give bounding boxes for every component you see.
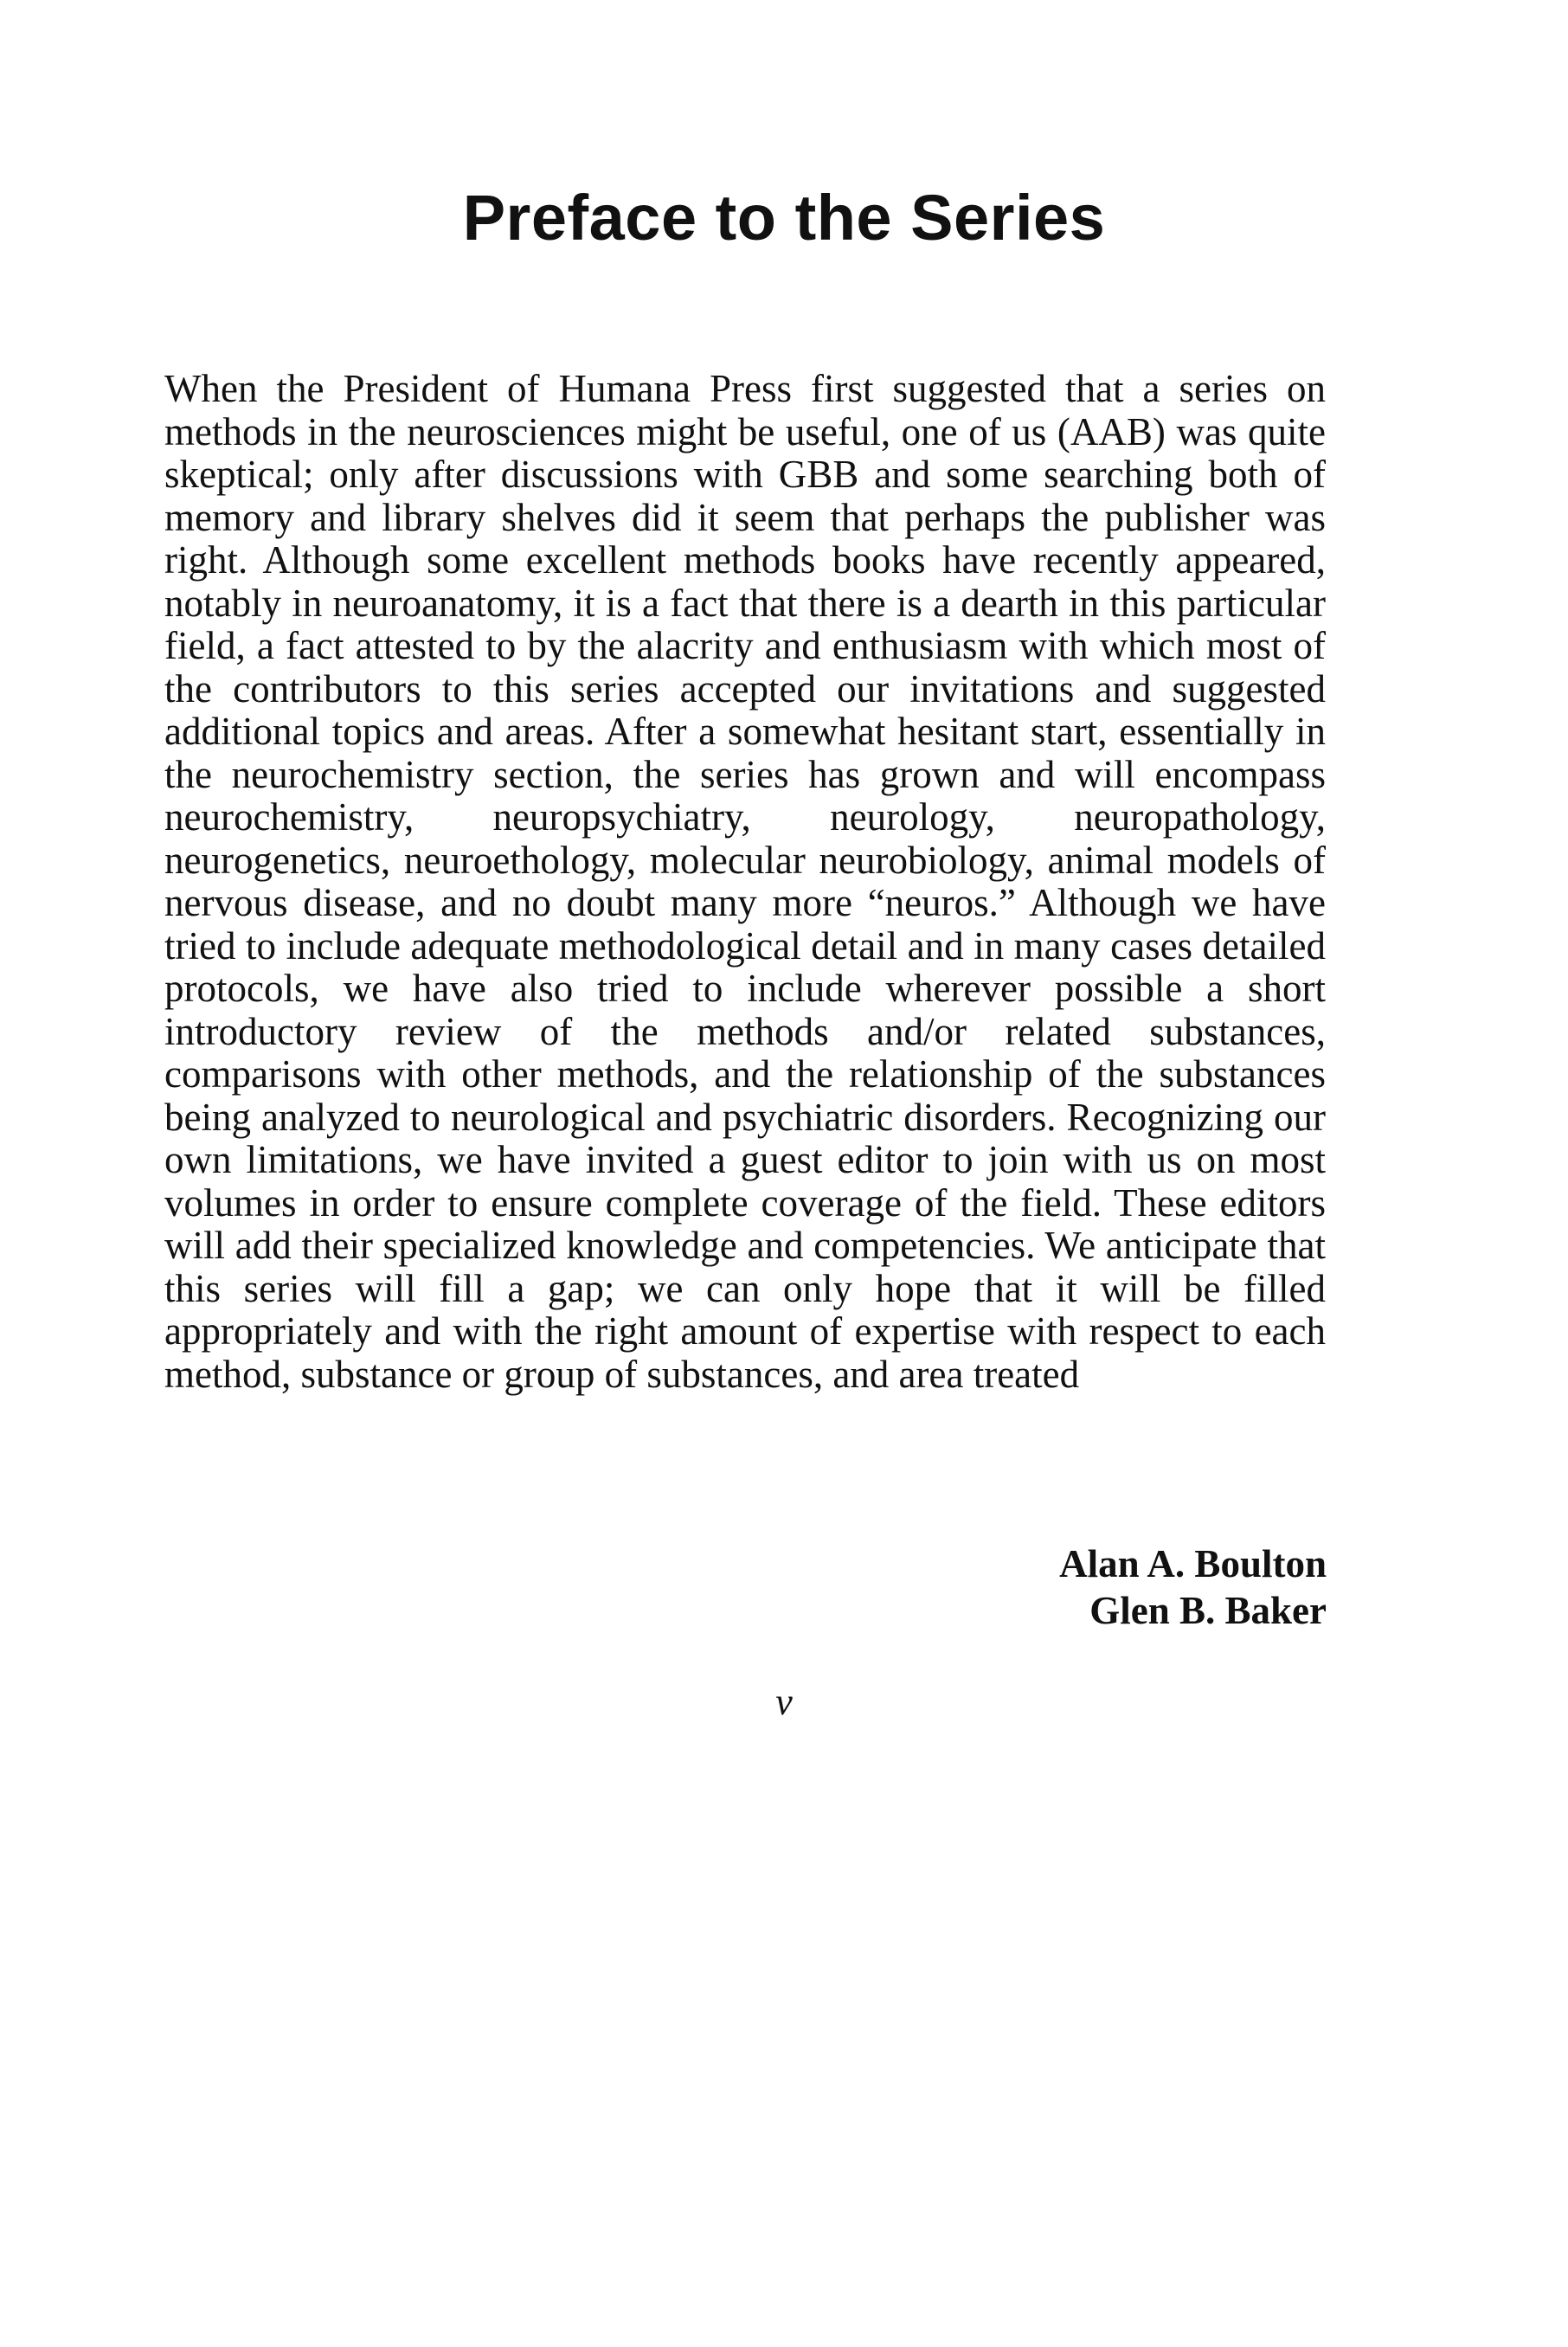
page-title: Preface to the Series <box>462 182 1106 254</box>
signature-block <box>1059 1540 1327 1634</box>
preface-paragraph: When the President of Humana Press first suggested that a series on methods in the neurosciences might be useful, one of us (AAB) was quite skeptical; only after discussions with GBB and some searching both of memory and library shelves did it seem that perhaps the publisher was right. Although some excellent methods books have recently appeared, notably in neuroanatomy, it is a fact that there is a dearth in this particular field, a fact attested to by the alacrity and enthusiasm with which most of the contributors to this series accepted our invitations and suggested additional topics and areas. After a somewhat hesitant start, essentially in the neurochemistry section, the series has grown and will encompass neurochemistry, neuropsychiatry, neurology, neuropathology, neurogenetics, neuroethology, molecular neurobiology, animal models of nervous disease, and no doubt many more “neuros.” Although we have tried to include adequate methodological detail and in many cases detailed protocols, we have also tried to include wherever possible a short introductory review of the methods and/or related substances, comparisons with other methods, and the relationship of the substances being analyzed to neurological and psychiatric disorders. Recognizing our own limitations, we have invited a guest editor to join with us on most volumes in order to ensure complete coverage of the field. These editors will add their specialized knowledge and competencies. We anticipate that this series will fill a gap; we can only hope that it will be filled appropriately and with the right amount of expertise with respect to each method, substance or group of substances, and area treated <box>164 367 1326 1396</box>
author-signature-baker: Glen B. Baker <box>1089 1589 1327 1632</box>
author-signature-boulton: Alan A. Boulton <box>1059 1542 1327 1585</box>
page-number: v <box>775 1681 793 1723</box>
